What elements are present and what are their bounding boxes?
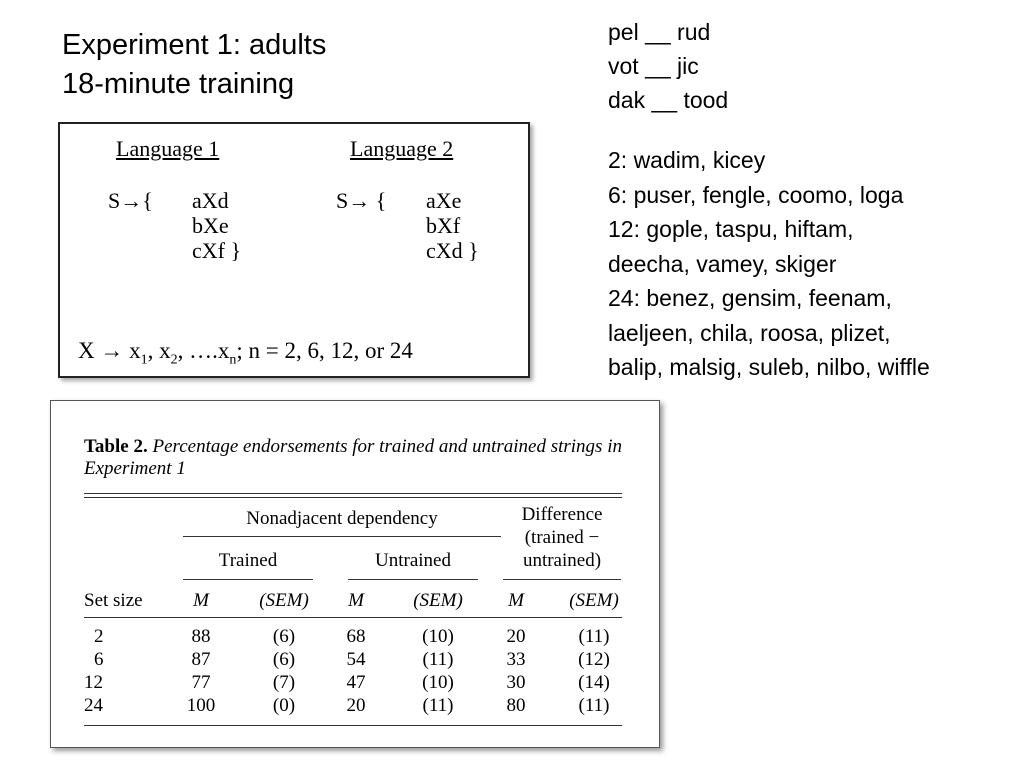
header-nonadjacent: Nonadjacent dependency [246, 508, 438, 529]
cell-trained-m: 77 [191, 672, 211, 693]
header-set-size: Set size [84, 590, 143, 611]
rule: cXf } [192, 238, 242, 263]
header-bottom-rule [84, 617, 622, 618]
cell-trained-sem: (7) [272, 672, 296, 693]
cell-difference-sem: (11) [578, 695, 610, 716]
rule: cXd } [426, 238, 479, 263]
difference-line: Difference [521, 504, 603, 525]
cell-set-size: 24 [84, 695, 103, 716]
cell-difference-m: 33 [506, 649, 526, 670]
cell-untrained-sem: (10) [422, 626, 454, 647]
header-rule [348, 579, 478, 580]
language-1-heading: Language 1 [116, 136, 220, 161]
cell-trained-m: 87 [191, 649, 211, 670]
header-rule [183, 579, 313, 580]
vocab-line: balip, malsig, suleb, nilbo, wiffle [608, 354, 930, 380]
header-m: M [508, 590, 524, 611]
header-m: M [348, 590, 364, 611]
frame-2: vot __ jic [608, 53, 699, 79]
table-rule-top [84, 497, 622, 498]
x-vocabulary-list [608, 143, 930, 385]
cell-set-size: 6 [94, 649, 104, 670]
x-rule-subscript: 1 [140, 352, 148, 368]
header-trained: Trained [218, 550, 278, 571]
table-rule-bottom [84, 725, 622, 726]
rule: aXe [426, 188, 462, 213]
rule: aXd [192, 188, 229, 213]
cell-difference-m: 30 [506, 672, 526, 693]
rule: bXe [192, 213, 229, 238]
header-rule [503, 579, 621, 580]
vocab-line: 12: gople, taspu, hiftam, [608, 216, 854, 242]
frame-1: pel __ rud [608, 19, 711, 45]
x-rule-part: ; n = 2, 6, 12, or 24 [236, 338, 413, 363]
table-description: Percentage endorsements for trained and untrained strings in Experiment 1 [84, 436, 622, 479]
title-line-1: Experiment 1: adults [62, 29, 327, 61]
cell-difference-sem: (12) [578, 649, 610, 670]
vocab-line: 6: puser, fengle, coomo, loga [608, 181, 904, 208]
language-2-start-symbol: S→ { [336, 188, 387, 213]
language-1-rules [192, 188, 241, 263]
language-1-start-symbol: S→{ [108, 188, 153, 213]
header-sem: (SEM) [259, 590, 309, 611]
grammar-figure [58, 122, 530, 378]
difference-line: (trained − [524, 527, 600, 548]
header-difference [506, 503, 618, 572]
cell-untrained-sem: (10) [422, 672, 454, 693]
header-sem: (SEM) [413, 590, 463, 611]
difference-line: untrained) [522, 550, 602, 571]
cell-set-size: 2 [94, 626, 104, 647]
language-2-heading: Language 2 [350, 136, 454, 161]
x-rule-part: , x [147, 338, 171, 363]
x-expansion-rule [78, 338, 413, 369]
header-rule [183, 536, 501, 537]
vocab-line: 2: wadim, kicey [608, 147, 766, 173]
cell-untrained-m: 47 [346, 672, 366, 693]
cell-difference-m: 20 [506, 626, 526, 647]
cell-untrained-sem: (11) [422, 649, 454, 670]
results-table [50, 400, 660, 748]
x-rule-subscript: 2 [170, 352, 178, 368]
header-m: M [193, 590, 209, 611]
header-untrained: Untrained [375, 550, 451, 571]
frame-3: dak __ tood [608, 87, 729, 113]
cell-trained-sem: (6) [272, 626, 296, 647]
cell-trained-m: 88 [191, 626, 211, 647]
vocab-line: deecha, vamey, skiger [608, 250, 837, 277]
cell-difference-m: 80 [506, 695, 526, 716]
title-line-2: 18-minute training [62, 68, 295, 100]
x-rule-subscript: n [229, 352, 237, 368]
cell-trained-sem: (0) [272, 695, 296, 716]
cell-untrained-sem: (11) [422, 695, 454, 716]
table-caption [84, 436, 624, 480]
cell-untrained-m: 68 [346, 626, 366, 647]
cell-trained-m: 100 [186, 695, 216, 716]
vocab-line: laeljeen, chila, roosa, plizet, [608, 319, 891, 346]
cell-difference-sem: (14) [578, 672, 610, 693]
language-2-rules [426, 188, 479, 263]
string-frames [608, 15, 728, 117]
x-rule-part: X → x [78, 338, 141, 363]
cell-untrained-m: 54 [346, 649, 366, 670]
cell-trained-sem: (6) [272, 649, 296, 670]
slide-title [62, 26, 326, 104]
table-rule-top [84, 493, 622, 494]
vocab-line: 24: benez, gensim, feenam, [608, 285, 892, 311]
header-sem: (SEM) [569, 590, 619, 611]
table-number: Table 2. [84, 436, 148, 457]
cell-untrained-m: 20 [346, 695, 366, 716]
rule: bXf [426, 213, 461, 238]
x-rule-part: , ….x [177, 338, 230, 363]
cell-set-size: 12 [84, 672, 103, 693]
cell-difference-sem: (11) [578, 626, 610, 647]
